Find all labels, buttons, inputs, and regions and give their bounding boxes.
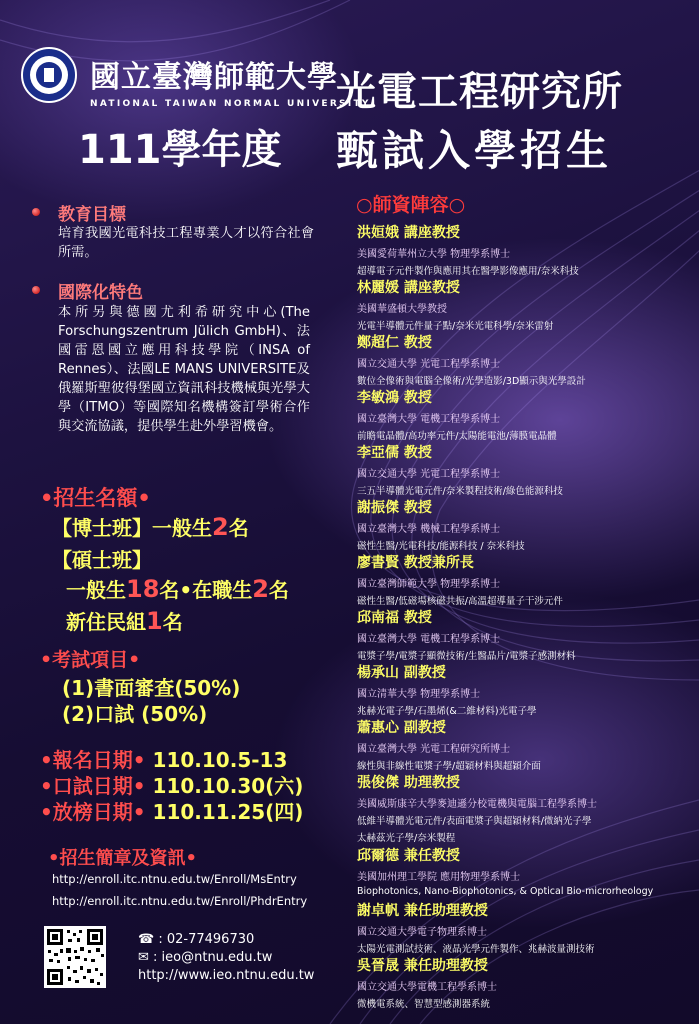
faculty-name: 邱南福 教授 bbox=[357, 610, 432, 626]
exam-item: (1)書面審查(50%) bbox=[62, 676, 241, 700]
faculty-name: 吳晉晟 兼任助理教授 bbox=[357, 958, 488, 974]
admission-title: 甄試入學招生 bbox=[336, 126, 613, 175]
faculty-field: 線性與非線性電漿子學/超穎材料與超穎介面 bbox=[357, 761, 541, 772]
faculty-degree: 國立交通大學 光電工程學系博士 bbox=[357, 359, 501, 370]
faculty-title: ○師資陣容○ bbox=[356, 194, 466, 216]
quota-phd-line bbox=[52, 512, 249, 541]
email-icon: ✉ : bbox=[138, 950, 158, 965]
quota-master-general-unit: 名•在職生 bbox=[159, 578, 253, 602]
quota-phd-number: 2 bbox=[212, 513, 229, 541]
contact-phone-row bbox=[138, 932, 254, 947]
department-title: 光電工程研究所 bbox=[336, 69, 623, 115]
faculty-degree: 國立臺灣大學 光電工程研究所博士 bbox=[357, 744, 511, 755]
international-text: 本所另與德國尤利希研究中心(The Forschungszentrum Jülich GmbH)、法國雷恩國立應用科技學院（INSA of Rennes）、法國LE MANS UNIVERSITE及俄羅斯聖彼得堡國立資訊科技機械與光學大學（ITMO）等國際知名機構簽訂學術合作與交流協議，提供學生赴外學習機會。 bbox=[58, 305, 310, 434]
bullet-icon bbox=[32, 286, 40, 294]
faculty-field: 光電半導體元件量子點/奈米光電科學/奈米雷射 bbox=[357, 321, 554, 332]
faculty-name: 李敏鴻 教授 bbox=[357, 390, 432, 406]
faculty-degree: 美國愛荷華州立大學 物理學系博士 bbox=[357, 249, 511, 260]
faculty-degree: 美國威斯康辛大學麥迪遜分校電機與電腦工程學系博士 bbox=[357, 799, 597, 810]
qr-code-image bbox=[44, 926, 106, 988]
quota-title: •招生名額• bbox=[40, 486, 151, 510]
brochure-url-phd[interactable]: http://enroll.itc.ntnu.edu.tw/Enroll/PhdrEntry bbox=[52, 894, 308, 908]
faculty-degree: 國立交通大學電子物理系博士 bbox=[357, 927, 487, 938]
university-name: 國立臺灣師範大學 bbox=[90, 60, 338, 95]
faculty-name: 林麗媛 講座教授 bbox=[357, 280, 460, 296]
faculty-degree: 國立臺灣師範大學 物理學系博士 bbox=[357, 579, 501, 590]
faculty-name: 李亞儒 教授 bbox=[357, 445, 432, 461]
faculty-field: 前瞻電晶體/高功率元件/太陽能電池/薄膜電晶體 bbox=[357, 431, 557, 442]
faculty-field: 電漿子學/電漿子顯微技術/生醫晶片/電漿子感測材料 bbox=[357, 651, 576, 662]
quota-master-working-unit: 名 bbox=[268, 578, 289, 602]
education-goal-text: 培育我國光電科技工程專業人才以符合社會所需。 bbox=[58, 226, 314, 260]
contact-email[interactable]: ieo@ntnu.edu.tw bbox=[161, 950, 273, 965]
contact-email-row bbox=[138, 950, 272, 965]
faculty-field: 太赫茲光子學/奈米製程 bbox=[357, 833, 456, 844]
faculty-field: 兆赫光電子學/石墨烯(&二維材料)光電子學 bbox=[357, 706, 537, 717]
faculty-degree: 美國加州理工學院 應用物理學系博士 bbox=[357, 872, 521, 883]
international-title: 國際化特色 bbox=[58, 283, 143, 303]
quota-new-immigrant-label: 新住民組 bbox=[66, 610, 146, 634]
quota-new-immigrant-unit: 名 bbox=[162, 610, 183, 634]
brochure-title: •招生簡章及資訊• bbox=[48, 848, 198, 869]
bullet-icon bbox=[32, 208, 40, 216]
quota-master-line bbox=[66, 574, 289, 603]
faculty-name: 廖書賢 教授兼所長 bbox=[357, 555, 474, 571]
quota-master-general-number: 18 bbox=[126, 575, 160, 603]
faculty-degree: 國立臺灣大學 電機工程學系博士 bbox=[357, 414, 501, 425]
contact-phone: 02-77496730 bbox=[166, 932, 255, 947]
faculty-degree: 國立交通大學 光電工程學系博士 bbox=[357, 469, 501, 480]
quota-master-general-label: 一般生 bbox=[66, 578, 126, 602]
date-row-interview bbox=[40, 770, 303, 799]
date-label: •放榜日期• bbox=[40, 800, 146, 824]
university-english-name: NATIONAL TAIWAN NORMAL UNIVERSITY bbox=[90, 99, 371, 109]
brochure-url-master[interactable]: http://enroll.itc.ntnu.edu.tw/Enroll/MsEntry bbox=[52, 872, 297, 886]
academic-year: 111學年度 bbox=[78, 127, 282, 173]
faculty-name: 楊承山 副教授 bbox=[357, 665, 446, 681]
quota-master-working-number: 2 bbox=[252, 575, 269, 603]
date-row-result bbox=[40, 796, 303, 825]
quota-new-immigrant-number: 1 bbox=[146, 607, 163, 635]
faculty-field: 三五半導體光電元件/奈米製程技術/綠色能源科技 bbox=[357, 486, 563, 497]
quota-master-label: 【碩士班】 bbox=[52, 548, 152, 572]
faculty-name: 蕭惠心 副教授 bbox=[357, 720, 446, 736]
date-label: •口試日期• bbox=[40, 774, 146, 798]
phone-icon: ☎ : bbox=[138, 932, 163, 947]
faculty-field: 低維半導體光電元件/表面電漿子與超穎材料/微納光子學 bbox=[357, 816, 592, 827]
faculty-field: 超導電子元件製作與應用其在醫學影像應用/奈米科技 bbox=[357, 266, 579, 277]
faculty-degree: 美國華盛頓大學教授 bbox=[357, 304, 447, 315]
faculty-field: 磁性生醫/光電科技/能源科技 / 奈米科技 bbox=[357, 541, 525, 552]
faculty-degree: 國立交通大學電機工程學系博士 bbox=[357, 982, 497, 993]
faculty-degree: 國立臺灣大學 機械工程學系博士 bbox=[357, 524, 501, 535]
faculty-field: 磁性生醫/低磁場核磁共振/高溫超導量子干涉元件 bbox=[357, 596, 563, 607]
faculty-name: 謝振傑 教授 bbox=[357, 500, 432, 516]
faculty-degree: 國立臺灣大學 電機工程學系博士 bbox=[357, 634, 501, 645]
quota-phd-label: 【博士班】一般生 bbox=[52, 516, 212, 540]
date-value: 110.10.30(六) bbox=[152, 774, 304, 798]
faculty-name: 謝卓帆 兼任助理教授 bbox=[357, 903, 488, 919]
date-value: 110.11.25(四) bbox=[152, 800, 304, 824]
faculty-degree: 國立清華大學 物理學系博士 bbox=[357, 689, 481, 700]
quota-new-immigrant-line bbox=[66, 606, 183, 635]
faculty-field: 數位全像術與電腦全像術/光學造影/3D顯示與光學設計 bbox=[357, 376, 586, 387]
faculty-name: 邱爾德 兼任教授 bbox=[357, 848, 460, 864]
date-row-registration bbox=[40, 744, 287, 773]
faculty-field: 微機電系統、智慧型感測器系統 bbox=[357, 999, 491, 1010]
faculty-field: 太陽光電測試技術、液晶光學元件製作、兆赫波量測技術 bbox=[357, 944, 595, 955]
faculty-name: 張俊傑 助理教授 bbox=[357, 775, 460, 791]
contact-website[interactable]: http://www.ieo.ntnu.edu.tw bbox=[138, 968, 315, 983]
university-seal-logo bbox=[20, 46, 78, 104]
exam-title: •考試項目• bbox=[40, 649, 141, 671]
date-label: •報名日期• bbox=[40, 748, 146, 772]
faculty-name: 洪姮娥 講座教授 bbox=[357, 225, 460, 241]
education-goal-title: 教育目標 bbox=[58, 205, 126, 225]
faculty-field: Biophotonics, Nano-Biophotonics, & Optical Bio-microrheology bbox=[357, 886, 654, 897]
quota-phd-unit: 名 bbox=[228, 516, 249, 540]
exam-item: (2)口試 (50%) bbox=[62, 702, 208, 726]
date-value: 110.10.5-13 bbox=[152, 748, 288, 772]
faculty-name: 鄭超仁 教授 bbox=[357, 335, 432, 351]
